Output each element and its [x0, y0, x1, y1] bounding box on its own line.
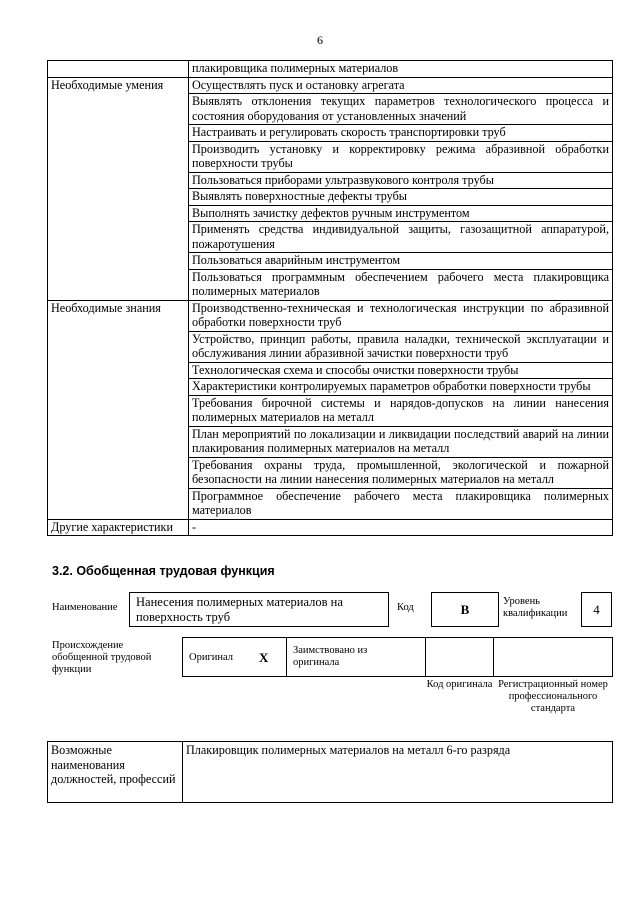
page-number: 6 — [317, 33, 323, 47]
row-value: Настраивать и регулировать скорость транспортировки труб — [189, 125, 613, 142]
origin-label: Происхождение обобщенной трудовой функции — [52, 640, 152, 675]
row-label: Другие характеристики — [48, 519, 189, 536]
original-box — [182, 637, 287, 677]
row-value: Программное обеспечение рабочего места плакировщика полимерных материалов — [189, 488, 613, 519]
table-row — [48, 61, 613, 78]
row-value: Осуществлять пуск и остановку агрегата — [189, 77, 613, 94]
original-label: Оригинал — [189, 652, 233, 663]
level-value-box — [581, 592, 612, 627]
row-label — [48, 61, 189, 78]
origin-code-box — [425, 637, 494, 677]
reg-number-caption: Регистрационный номер профессионального стандарта — [498, 679, 608, 714]
code-value: В — [460, 602, 470, 617]
row-value: Пользоваться программным обеспечением рабочего места плакировщика полимерных материалов — [189, 269, 613, 300]
level-label: Уровень квалификации — [503, 596, 568, 619]
positions-label: Возможные наименования должностей, профессий — [48, 742, 183, 803]
row-value: Пользоваться аварийным инструментом — [189, 253, 613, 270]
row-value: - — [189, 519, 613, 536]
row-value: Применять средства индивидуальной защиты, газозащитной аппаратурой, пожаротушения — [189, 222, 613, 253]
borrowed-box — [286, 637, 426, 677]
row-value: Производить установку и корректировку режима абразивной обработки поверхности трубы — [189, 141, 613, 172]
section-title: 3.2. Обобщенная трудовая функция — [52, 564, 275, 578]
row-value: Выполнять зачистку дефектов ручным инструментом — [189, 205, 613, 222]
row-value: Технологическая схема и способы очистки поверхности трубы — [189, 362, 613, 379]
positions-table — [47, 741, 613, 803]
row-value: Устройство, принцип работы, правила наладки, технической эксплуатации и обслуживания линии абразивной зачистки поверхности труб — [189, 331, 613, 362]
original-mark: Х — [259, 650, 269, 665]
table-row — [48, 300, 613, 331]
row-value: плакировщика полимерных материалов — [189, 61, 613, 78]
code-label: Код — [397, 602, 414, 613]
row-label: Необходимые знания — [48, 300, 189, 519]
skills-knowledge-table — [47, 60, 613, 536]
function-name-value: Нанесения полимерных материалов на поверхность труб — [136, 595, 343, 624]
table-row — [48, 77, 613, 94]
row-value: Выявлять отклонения текущих параметров технологического процесса и состояния оборудования от установленных значений — [189, 94, 613, 125]
function-name-box — [129, 592, 389, 627]
row-label: Необходимые умения — [48, 77, 189, 300]
code-value-box — [431, 592, 499, 627]
table-row — [48, 519, 613, 536]
row-value: План мероприятий по локализации и ликвидации последствий аварий на линии плакирования полимерных материалов на металл — [189, 426, 613, 457]
row-value: Требования охраны труда, промышленной, экологической и пожарной безопасности на линии нанесения полимерных материалов на металл — [189, 457, 613, 488]
positions-value: Плакировщик полимерных материалов на металл 6-го разряда — [183, 742, 613, 803]
row-value: Характеристики контролируемых параметров обработки поверхности трубы — [189, 379, 613, 396]
name-label: Наименование — [52, 602, 118, 613]
row-value: Требования бирочной системы и нарядов-допусков на линии нанесения полимерных материалов на металл — [189, 395, 613, 426]
borrowed-label: Заимствовано из оригинала — [293, 645, 368, 668]
level-value: 4 — [593, 602, 600, 617]
row-value: Производственно-техническая и технологическая инструкции по абразивной обработки поверхности труб — [189, 300, 613, 331]
reg-number-box — [493, 637, 613, 677]
origin-code-caption: Код оригинала — [426, 679, 493, 690]
row-value: Выявлять поверхностные дефекты трубы — [189, 189, 613, 206]
row-value: Пользоваться приборами ультразвукового контроля трубы — [189, 172, 613, 189]
